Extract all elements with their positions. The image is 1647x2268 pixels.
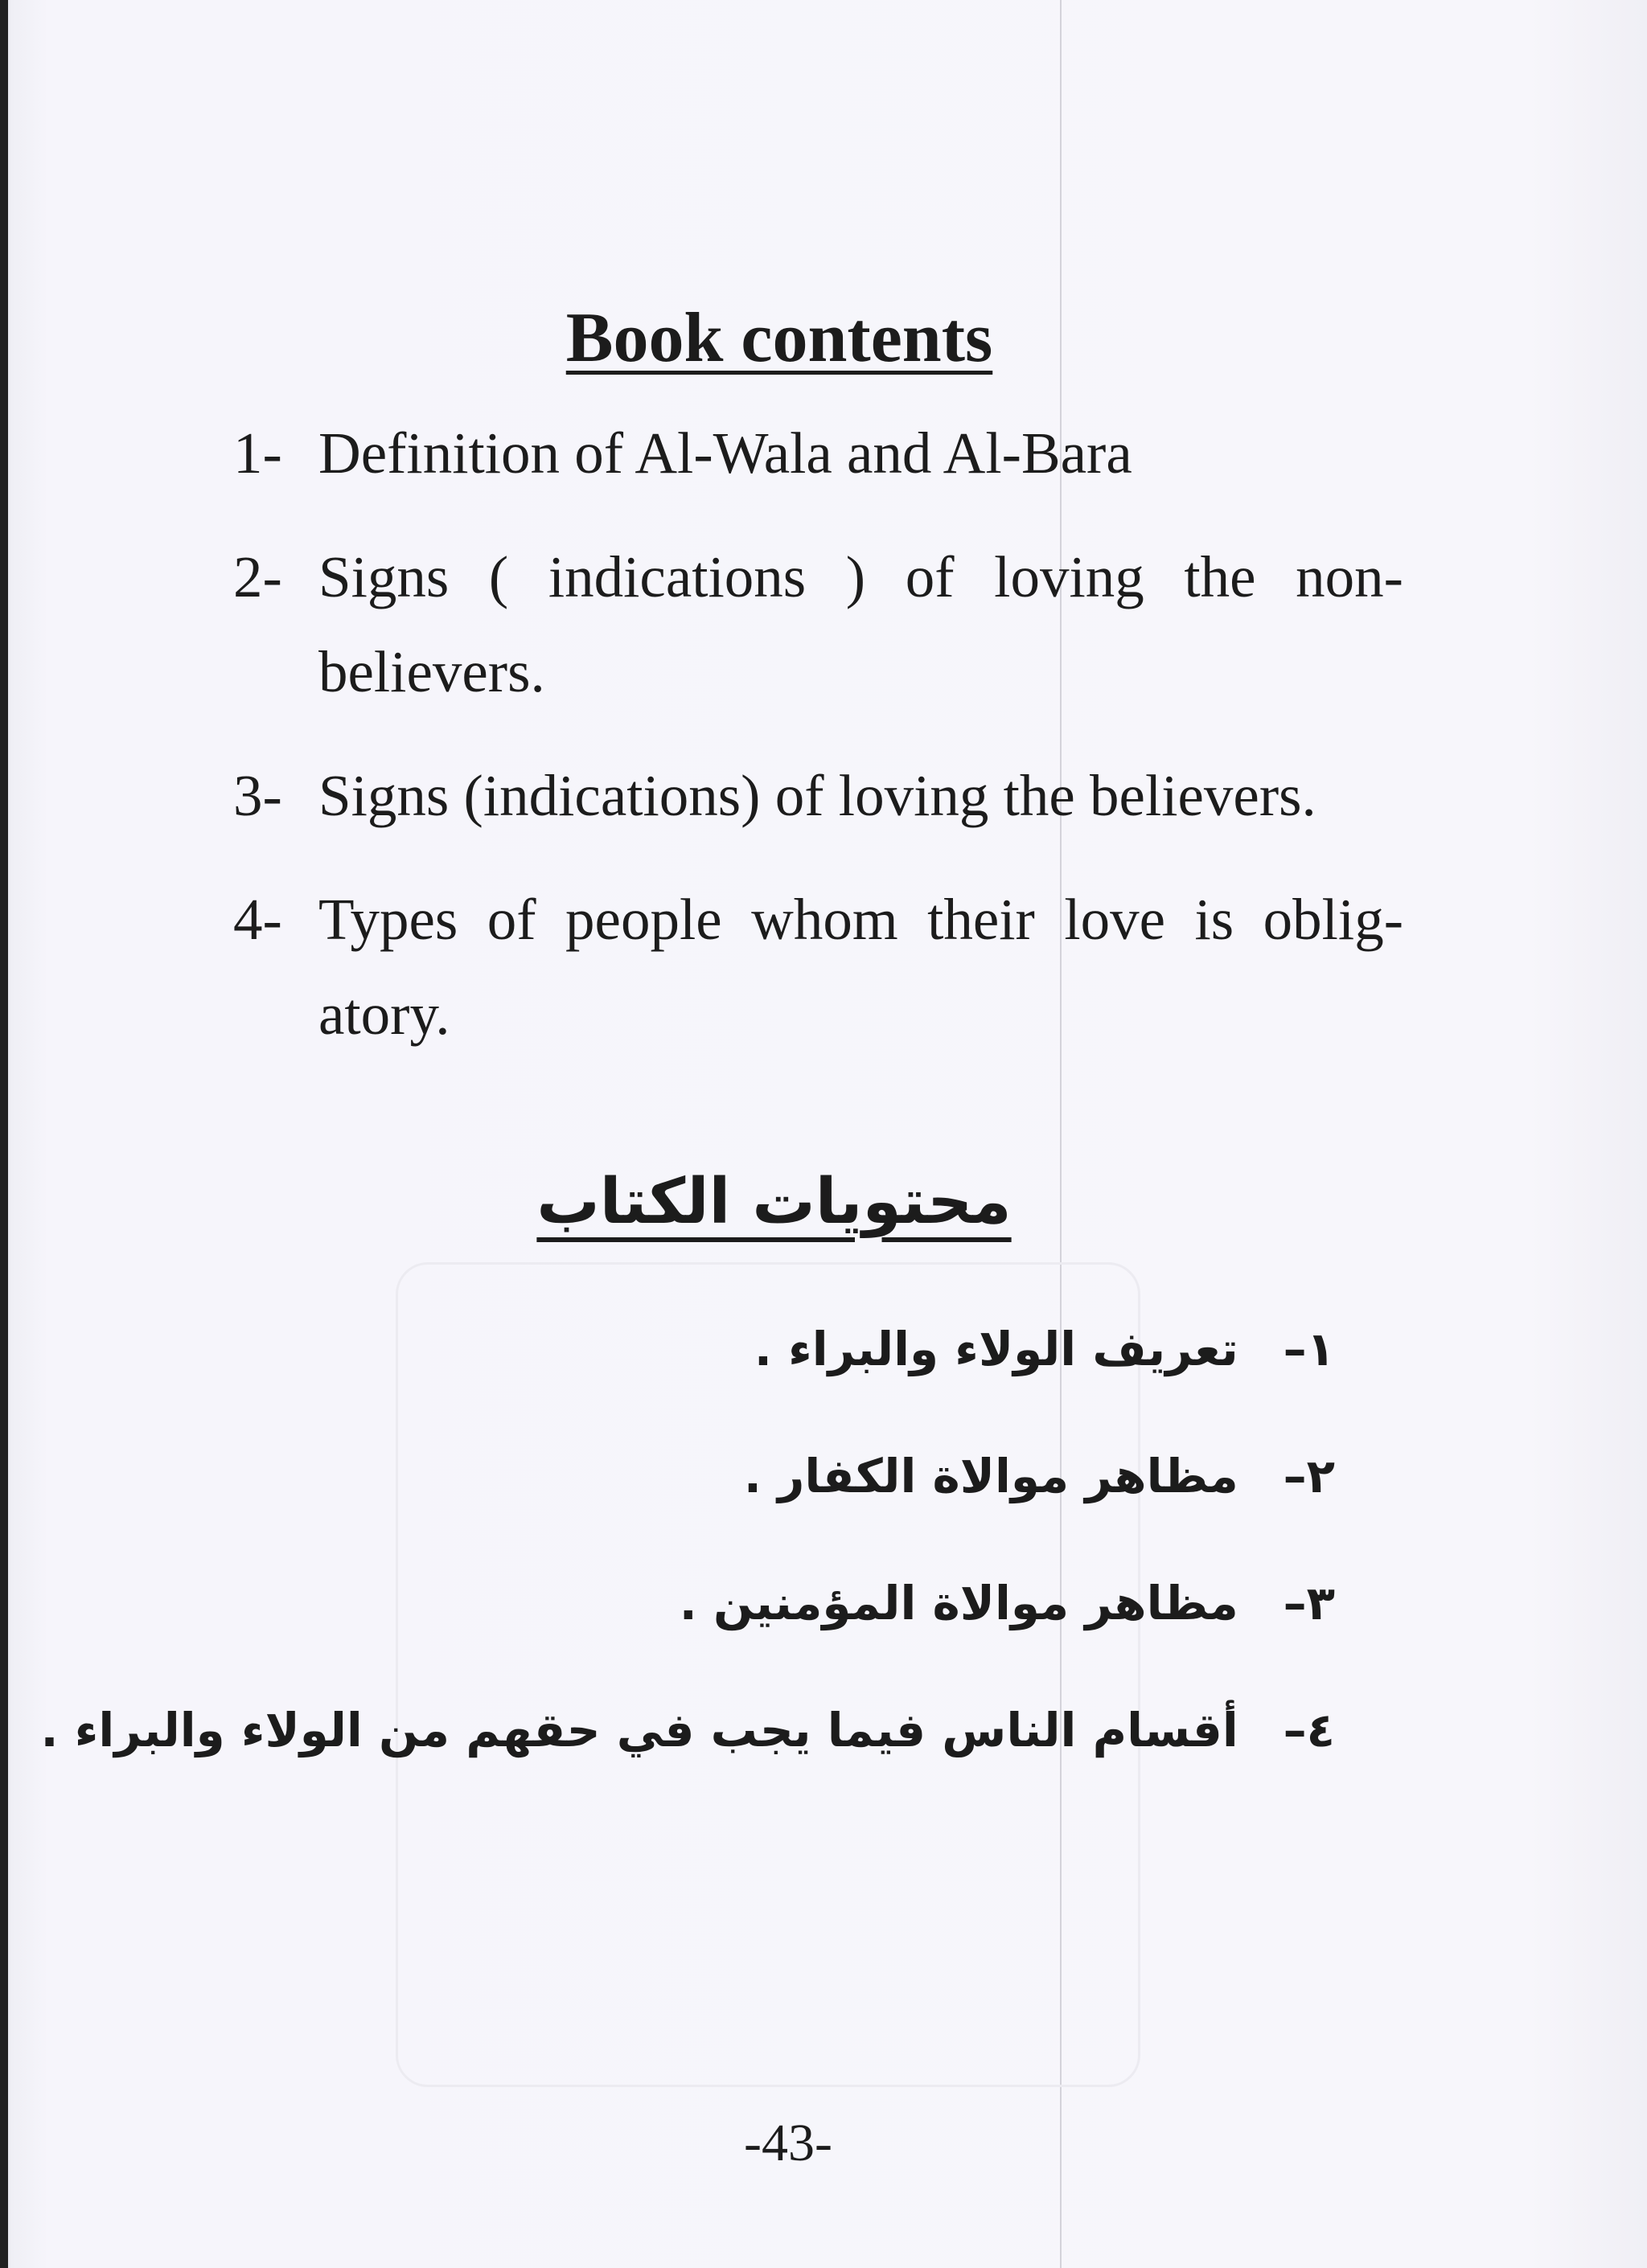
- item-text: Signs (indications) of loving the believers.: [318, 763, 1316, 828]
- english-contents-list: [233, 406, 1403, 1091]
- item-text: مظاهر موالاة الكفار .: [743, 1449, 1238, 1503]
- english-contents-item-2: [233, 530, 1403, 720]
- item-number: ٣–: [1283, 1576, 1335, 1630]
- arabic-contents-item-1: [233, 1309, 1335, 1389]
- english-contents-item-3: [233, 748, 1403, 843]
- item-number: 1-: [233, 420, 282, 486]
- page-number: -43-: [744, 2114, 832, 2172]
- item-text: Types of people whom their love is oblig-atory.: [318, 887, 1403, 1047]
- english-contents-item-4: [233, 872, 1403, 1062]
- english-contents-item-1: [233, 406, 1403, 501]
- arabic-contents-item-4: [40, 1690, 1335, 1770]
- item-number: ٤–: [1283, 1703, 1335, 1757]
- item-number: ١–: [1283, 1322, 1335, 1376]
- item-number: 2-: [233, 544, 282, 609]
- item-text: أقسام الناس فيما يجب في حقهم من الولاء والبراء .: [40, 1703, 1238, 1757]
- item-text: مظاهر موالاة المؤمنين .: [679, 1576, 1238, 1630]
- arabic-contents-list: [40, 1309, 1335, 1817]
- item-number: 4-: [233, 887, 282, 952]
- item-text: تعريف الولاء والبراء .: [754, 1322, 1238, 1376]
- item-text: Definition of Al-Wala and Al-Bara: [318, 420, 1132, 486]
- arabic-contents-item-3: [233, 1563, 1335, 1643]
- item-text: Signs ( indications ) of loving the non-believers.: [318, 544, 1403, 704]
- arabic-contents-item-2: [233, 1436, 1335, 1516]
- item-number: 3-: [233, 763, 282, 828]
- english-contents-title: Book contents: [565, 299, 993, 377]
- item-number: ٢–: [1283, 1449, 1335, 1503]
- arabic-contents-title: محتويات الكتاب: [536, 1166, 1012, 1238]
